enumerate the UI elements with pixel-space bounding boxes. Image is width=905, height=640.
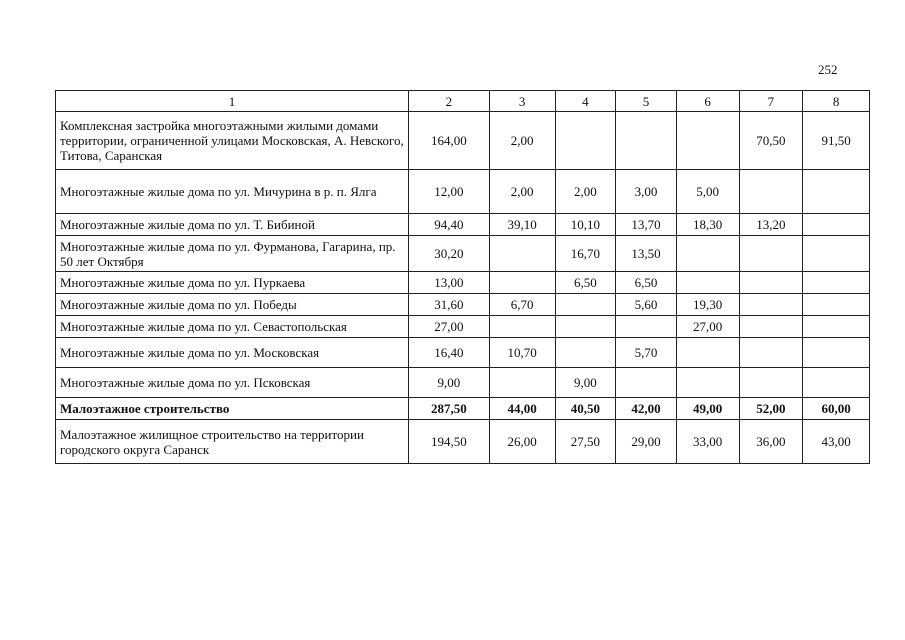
value-cell: 164,00 [408,112,489,170]
value-cell: 94,40 [408,214,489,236]
table-row [56,236,870,272]
value-cell [676,236,739,272]
value-cell: 52,00 [739,398,803,420]
value-cell: 13,00 [408,272,489,294]
value-cell: 2,00 [489,170,555,214]
header-cell: 8 [803,91,870,112]
value-cell: 27,00 [408,316,489,338]
value-cell: 39,10 [489,214,555,236]
value-cell: 6,50 [616,272,677,294]
value-cell [739,170,803,214]
value-cell: 49,00 [676,398,739,420]
table-row [56,170,870,214]
value-cell: 30,20 [408,236,489,272]
value-cell: 40,50 [555,398,616,420]
row-name-cell: Малоэтажное жилищное строительство на территории городского округа Саранск [56,420,409,464]
value-cell [555,294,616,316]
data-table [55,90,870,464]
value-cell: 13,70 [616,214,677,236]
value-cell: 5,70 [616,338,677,368]
row-name-cell: Многоэтажные жилые дома по ул. Московская [56,338,409,368]
value-cell [489,272,555,294]
value-cell [739,236,803,272]
value-cell: 6,70 [489,294,555,316]
value-cell [739,294,803,316]
value-cell: 13,20 [739,214,803,236]
value-cell [739,368,803,398]
header-cell: 2 [408,91,489,112]
page-number: 252 [818,62,838,77]
value-cell: 70,50 [739,112,803,170]
value-cell [739,272,803,294]
value-cell: 36,00 [739,420,803,464]
table-row [56,338,870,368]
value-cell: 287,50 [408,398,489,420]
value-cell [676,112,739,170]
value-cell: 5,60 [616,294,677,316]
value-cell: 44,00 [489,398,555,420]
value-cell: 29,00 [616,420,677,464]
header-cell: 4 [555,91,616,112]
value-cell [555,316,616,338]
row-name-cell: Многоэтажные жилые дома по ул. Пуркаева [56,272,409,294]
row-name-cell: Многоэтажные жилые дома по ул. Мичурина в р. п. Ялга [56,170,409,214]
table-row [56,368,870,398]
value-cell: 27,00 [676,316,739,338]
row-name-cell: Многоэтажные жилые дома по ул. Т. Бибиной [56,214,409,236]
row-name-cell: Многоэтажные жилые дома по ул. Севастопольская [56,316,409,338]
value-cell [803,368,870,398]
value-cell: 91,50 [803,112,870,170]
row-name-cell: Комплексная застройка многоэтажными жилыми домами территории, ограниченной улицами Московская, А. Невского, Титова, Саранская [56,112,409,170]
row-name-cell: Многоэтажные жилые дома по ул. Псковская [56,368,409,398]
row-name-cell: Многоэтажные жилые дома по ул. Фурманова, Гагарина, пр. 50 лет Октября [56,236,409,272]
header-cell: 1 [56,91,409,112]
value-cell: 26,00 [489,420,555,464]
value-cell [489,368,555,398]
value-cell [616,368,677,398]
header-cell: 5 [616,91,677,112]
value-cell: 31,60 [408,294,489,316]
value-cell: 194,50 [408,420,489,464]
table-row [56,398,870,420]
value-cell [803,294,870,316]
value-cell [803,214,870,236]
value-cell: 3,00 [616,170,677,214]
value-cell: 16,70 [555,236,616,272]
value-cell [555,112,616,170]
value-cell [739,316,803,338]
header-cell: 3 [489,91,555,112]
value-cell: 12,00 [408,170,489,214]
value-cell: 13,50 [616,236,677,272]
table-row [56,214,870,236]
value-cell: 33,00 [676,420,739,464]
value-cell: 43,00 [803,420,870,464]
value-cell [803,170,870,214]
table-row [56,420,870,464]
header-cell: 6 [676,91,739,112]
value-cell [489,236,555,272]
value-cell: 6,50 [555,272,616,294]
value-cell: 42,00 [616,398,677,420]
header-row [56,91,870,112]
table-row [56,272,870,294]
value-cell: 9,00 [408,368,489,398]
row-name-cell: Малоэтажное строительство [56,398,409,420]
table-row [56,112,870,170]
value-cell: 9,00 [555,368,616,398]
value-cell [616,112,677,170]
value-cell: 16,40 [408,338,489,368]
value-cell [803,236,870,272]
value-cell [676,338,739,368]
value-cell: 2,00 [555,170,616,214]
value-cell [676,368,739,398]
value-cell: 10,10 [555,214,616,236]
value-cell [676,272,739,294]
value-cell: 5,00 [676,170,739,214]
value-cell: 10,70 [489,338,555,368]
value-cell: 18,30 [676,214,739,236]
value-cell [803,272,870,294]
table-row [56,316,870,338]
value-cell [739,338,803,368]
value-cell: 19,30 [676,294,739,316]
row-name-cell: Многоэтажные жилые дома по ул. Победы [56,294,409,316]
value-cell [616,316,677,338]
table-row [56,294,870,316]
value-cell [555,338,616,368]
value-cell [489,316,555,338]
value-cell [803,338,870,368]
value-cell: 60,00 [803,398,870,420]
value-cell: 27,50 [555,420,616,464]
header-cell: 7 [739,91,803,112]
value-cell [803,316,870,338]
value-cell: 2,00 [489,112,555,170]
